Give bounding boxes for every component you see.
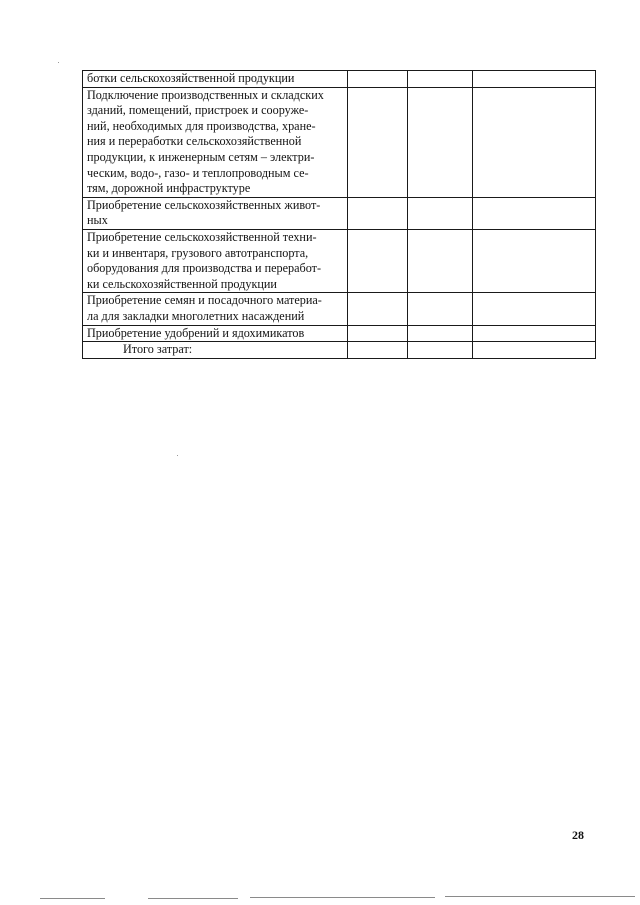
table-row [83, 293, 596, 325]
scan-artifact [40, 898, 105, 899]
scan-artifact [250, 897, 435, 898]
text-line: ческим, водо-, газо- и теплопроводным се- [87, 165, 309, 180]
text-line: Приобретение удобрений и ядохимикатов [87, 325, 305, 340]
scan-artifact [148, 898, 238, 899]
text-line: Приобретение сельскохозяйственной техни- [87, 229, 317, 244]
value-cell [408, 87, 473, 197]
text-line: Приобретение сельскохозяйственных живот- [87, 197, 321, 212]
text-line: ных [87, 213, 108, 228]
scan-artifact [58, 62, 59, 63]
scan-artifact [177, 455, 178, 456]
total-label: Итого затрат: [123, 342, 193, 357]
table-row [83, 87, 596, 197]
total-label-cell [83, 342, 348, 359]
value-cell [408, 71, 473, 88]
value-cell [348, 293, 408, 325]
text-line: ния и переработки сельскохозяйственной [87, 134, 302, 149]
value-cell [408, 342, 473, 359]
total-row [83, 342, 596, 359]
value-cell [473, 325, 596, 342]
scan-artifact [445, 896, 635, 897]
value-cell [408, 325, 473, 342]
page-number: 28 [572, 828, 584, 842]
value-cell [408, 197, 473, 229]
text-line: ботки сельскохозяйственной продукции [87, 71, 295, 85]
value-cell [473, 229, 596, 292]
value-cell [348, 325, 408, 342]
value-cell [473, 87, 596, 197]
text-line: зданий, помещений, пристроек и сооруже- [87, 103, 309, 118]
row-description [83, 71, 348, 88]
value-cell [408, 229, 473, 292]
text-line: ки сельскохозяйственной продукции [87, 276, 277, 291]
text-line: Приобретение семян и посадочного материа- [87, 293, 322, 308]
row-description [83, 325, 348, 342]
value-cell [473, 197, 596, 229]
row-description [83, 87, 348, 197]
row-description [83, 293, 348, 325]
table-row [83, 71, 596, 88]
text-line: ки и инвентаря, грузового автотранспорта, [87, 245, 309, 260]
value-cell [408, 293, 473, 325]
text-line: ний, необходимых для производства, хране- [87, 118, 316, 133]
value-cell [348, 87, 408, 197]
row-description [83, 229, 348, 292]
cost-table [82, 70, 596, 359]
value-cell [348, 71, 408, 88]
value-cell [348, 197, 408, 229]
value-cell [348, 229, 408, 292]
value-cell [473, 293, 596, 325]
table-row [83, 325, 596, 342]
text-line: продукции, к инженерным сетям – электри- [87, 149, 315, 164]
value-cell [473, 342, 596, 359]
text-line: ла для закладки многолетних насаждений [87, 308, 305, 323]
text-line: тям, дорожной инфраструктуре [87, 181, 251, 196]
text-line: Подключение производственных и складских [87, 87, 324, 102]
table-row [83, 197, 596, 229]
table-row [83, 229, 596, 292]
value-cell [473, 71, 596, 88]
row-description [83, 197, 348, 229]
text-line: оборудования для производства и переработ- [87, 261, 322, 276]
value-cell [348, 342, 408, 359]
